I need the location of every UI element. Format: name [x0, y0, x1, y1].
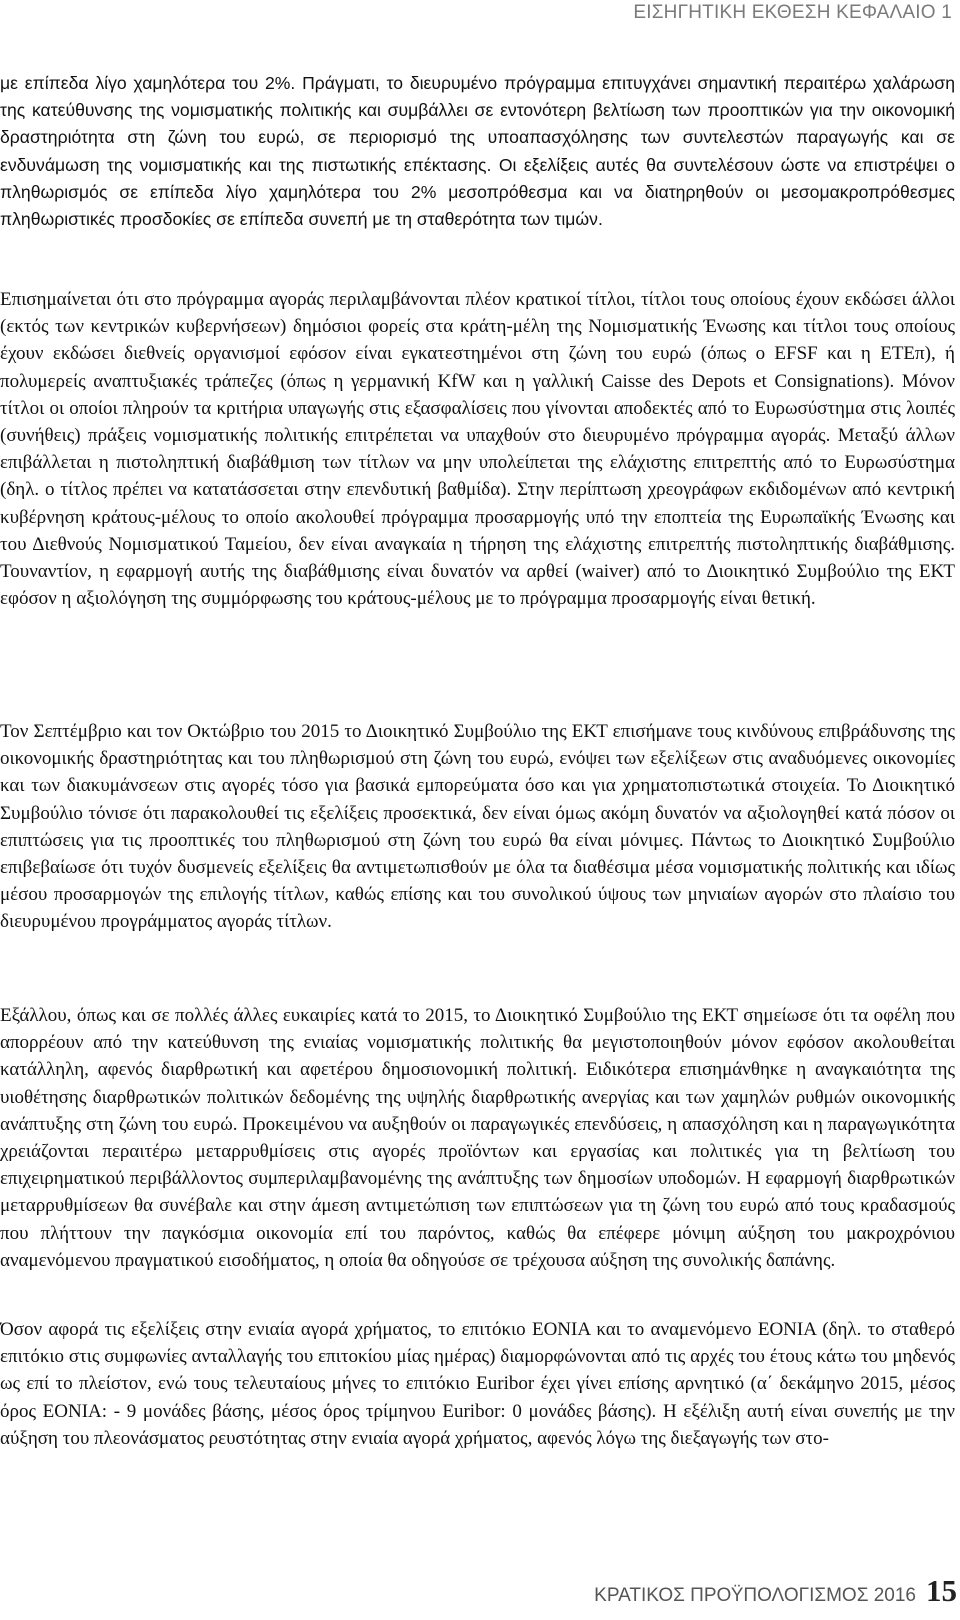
footer-publication-title: ΚΡΑΤΙΚΟΣ ΠΡΟΫΠΟΛΟΓΙΣΜΟΣ 2016 [594, 1585, 916, 1606]
paragraph-ecb-risk-assessment: Τον Σεπτέμβριο και τον Οκτώβριο του 2015 το Διοικητικό Συμβούλιο της ΕΚΤ επισήμανε τους κινδύνους επιβράδυνσης της οικονομικής δραστηριότητας και του πληθωρισμού στη ζώνη του ευρώ, ενόψει των εξελίξεων στις αναδυόμενες οικονομίες και των διακυμάνσεων στις αγορές τόσο για βασικά εμπορεύματα όσο και για χρηματοπιστωτικά στοιχεία. Το Διοικητικό Συμβούλιο τόνισε ότι παρακολουθεί τις εξελίξεις προσεκτικά, δεν είναι όμως ακόμη δυνατόν να αξιολογηθεί κατά πόσον οι επιπτώσεις για τις προοπτικές του πληθωρισμού στη ζώνη του ευρώ θα είναι μόνιμες. Πάντως το Διοικητικό Συμβούλιο επιβεβαίωσε ότι τυχόν δυσμενείς εξελίξεις θα αντιμετωπισθούν με όλα τα διαθέσιμα μέσα νομισματικής πολιτικής και ιδίως μέσου προσαρμογών της επιλογής τίτλων, καθώς επίσης και του συνολικού ύψους των μηνιαίων αγορών στο πλαίσιο του διευρυμένου προγράμματος αγοράς τίτλων. [0, 721, 955, 933]
page-number: 15 [926, 1573, 957, 1608]
paragraph-eligible-securities: Επισημαίνεται ότι στο πρόγραμμα αγοράς περιλαμβάνονται πλέον κρατικοί τίτλοι, τίτλοι τους οποίους έχουν εκδώσει άλλοι (εκτός των κεντρικών κυβερνήσεων) δημόσιοι φορείς στα κράτη-μέλη της Νομισματικής Ένωσης και τίτλοι τους οποίους έχουν εκδώσει διεθνείς οργανισμοί εφόσον είναι εγκατεστημένοι στη ζώνη του ευρώ (όπως ο EFSF και η ΕΤΕπ), ή πολυμερείς αναπτυξιακές τράπεζες (όπως η γερμανική KfW και η γαλλική Caisse des Depots et Consignations). Μόνον τίτλοι οι οποίοι πληρούν τα κριτήρια υπαγωγής στις εξασφαλίσεις που γίνονται αποδεκτές από το Ευρωσύστημα στις λοιπές (συνήθεις) πράξεις νομισματικής πολιτικής επιτρέπεται να υπαχθούν στο διευρυμένο πρόγραμμα αγοράς. Μεταξύ άλλων επιβάλλεται η πιστοληπτική διαβάθμιση των τίτλων να μην υπολείπεται της ελάχιστης επιτρεπτής από το Ευρωσύστημα (δηλ. ο τίτλος πρέπει να κατατάσσεται στην επενδυτική βαθμίδα). Στην περίπτωση χρεογράφων εκδιδομένων από κεντρική κυβέρνηση κράτους-μέλους το οποίο ακολουθεί πρόγραμμα προσαρμογής υπό την εποπτεία της Ευρωπαϊκής Ένωσης και του Διεθνούς Νομισματικού Ταμείου, δεν είναι αναγκαία η τήρηση της ελάχιστης επιτρεπτής πιστοληπτικής διαβάθμισης. Τουναντίον, η εφαρμογή αυτής της διαβάθμισης είναι δυνατόν να αρθεί (waiver) από το Διοικητικό Συμβούλιο της ΕΚΤ εφόσον η αξιολόγηση της συμμόρφωσης του κράτους-μέλους με το πρόγραμμα προσαρμογής είναι θετική. [0, 289, 955, 610]
page-footer [594, 1573, 957, 1609]
paragraph-programme-effects: με επίπεδα λίγο χαμηλότερα του 2%. Πράγματι, το διευρυμένο πρόγραμμα επιτυγχάνει σημαντική περαιτέρω χαλάρωση της κατεύθυνσης της νομισματικής πολιτικής και συμβάλλει σε εντονότερη βελτίωση των προοπτικών για την οικονομική δραστηριότητα στη ζώνη του ευρώ, σε περιορισμό της υποαπασχόλησης των συντελεστών παραγωγής και σε ενδυνάμωση της νομισματικής και της πιστωτικής επέκτασης. Οι εξελίξεις αυτές θα συντελέσουν ώστε να επιστρέψει ο πληθωρισμός σε επίπεδα λίγο χαμηλότερα του 2% μεσοπρόθεσμα και να διατηρηθούν οι μεσομακροπρόθεσμες πληθωριστικές προσδοκίες σε επίπεδα συνεπή με τη σταθερότητα των τιμών. [0, 73, 955, 230]
running-header: ΕΙΣΗΓΗΤΙΚΗ ΕΚΘΕΣΗ ΚΕΦΑΛΑΙΟ 1 [633, 2, 952, 23]
paragraph-structural-policies: Εξάλλου, όπως και σε πολλές άλλες ευκαιρίες κατά το 2015, το Διοικητικό Συμβούλιο της ΕΚΤ σημείωσε ότι τα οφέλη που απορρέουν από την κατεύθυνση της ενιαίας νομισματικής πολιτικής θα μεγιστοποιηθούν μόνον εφόσον ακολουθείται κατάλληλη, αφενός διαρθρωτική και αφετέρου δημοσιονομική πολιτική. Ειδικότερα επισημάνθηκε η αναγκαιότητα της υιοθέτησης διαρθρωτικών πολιτικών δεδομένης της υψηλής διαρθρωτικής ανεργίας και των χαμηλών ρυθμών οικονομικής ανάπτυξης στη ζώνη του ευρώ. Προκειμένου να αυξηθούν οι παραγωγικές επενδύσεις, η απασχόληση και η παραγωγικότητα χρειάζονται περαιτέρω μεταρρυθμίσεις στις αγορές προϊόντων και εργασίας και πολιτικές για τη βελτίωση του επιχειρηματικού περιβάλλοντος συμπεριλαμβανομένης της ανάπτυξης των δημοσίων υποδομών. Η εφαρμογή διαρθρωτικών μεταρρυθμίσεων θα συνέβαλε και στην άμεση αντιμετώπιση των επιπτώσεων για τη ζώνη του ευρώ από τους κραδασμούς που πλήττουν την παγκόσμια οικονομία επί του παρόντος, καθώς θα επέφερε μόνιμη αύξηση του μακροχρόνιου αναμενόμενου πραγματικού εισοδήματος, η οποία θα οδηγούσε σε τρέχουσα αύξηση της συνολικής δαπάνης. [0, 1005, 955, 1271]
paragraph-money-market: Όσον αφορά τις εξελίξεις στην ενιαία αγορά χρήματος, το επιτόκιο EONIA και το αναμενόμενο EONIA (δηλ. το σταθερό επιτόκιο στις συμφωνίες ανταλλαγής του επιτοκίου μίας ημέρας) διαμορφώνονται από τις αρχές του έτους κάτω του μηδενός ως επί το πλείστον, ενώ τους τελευταίους μήνες το επιτόκιο Euribor έχει γίνει επίσης αρνητικό (α΄ δεκάμηνο 2015, μέσος όρος EONIA: - 9 μονάδες βάσης, μέσος όρος τρίμηνου Euribor: 0 μονάδες βάσης). Η εξέλιξη αυτή είναι συνεπής με την αύξηση του πλεονάσματος ρευστότητας στην ενιαία αγορά χρήματος, αφενός λόγω της διεξαγωγής των στο- [0, 1319, 955, 1449]
